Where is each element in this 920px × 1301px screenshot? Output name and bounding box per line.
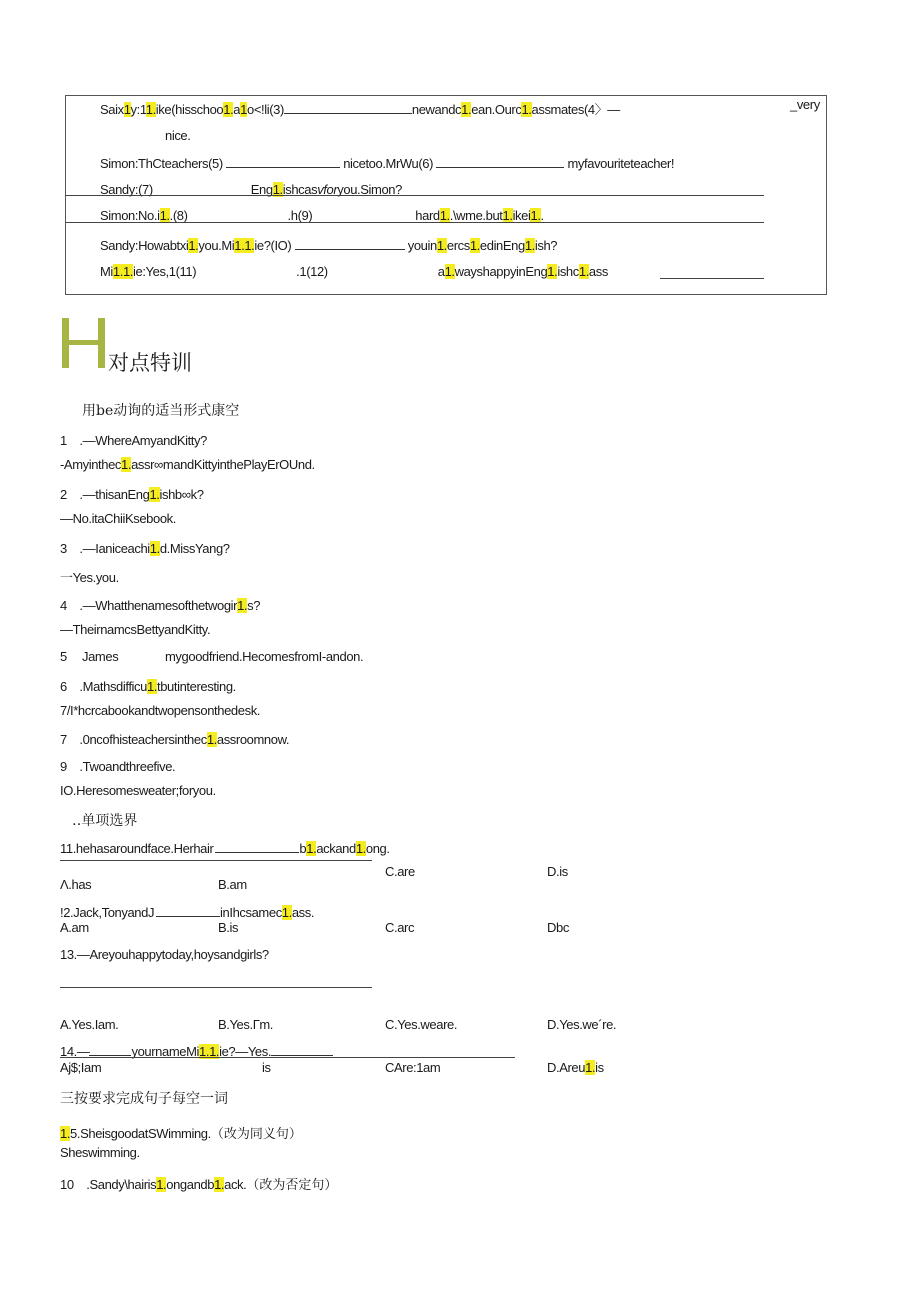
- answer-15: Sheswimming.: [60, 1145, 140, 1160]
- option-12d[interactable]: Dbc: [547, 920, 569, 935]
- answer-line-13[interactable]: [60, 987, 372, 988]
- option-14a[interactable]: Aj$;Iam: [60, 1060, 102, 1075]
- question-9: 9 .Twoandthreefive.: [60, 759, 176, 774]
- dialog-line-2: nice.: [165, 128, 191, 143]
- question-3: 3 .—Ianiceachi1.d.MissYang?: [60, 541, 230, 556]
- option-11c[interactable]: C.are: [385, 864, 415, 879]
- option-14b[interactable]: is: [262, 1060, 271, 1075]
- divider: [660, 278, 764, 279]
- option-11a[interactable]: Λ.has: [60, 877, 92, 892]
- option-14d[interactable]: D.Areu1.is: [547, 1060, 604, 1075]
- blank-6[interactable]: [436, 155, 564, 168]
- blank-14a[interactable]: [89, 1043, 131, 1056]
- option-11b[interactable]: B.am: [218, 877, 247, 892]
- question-5-b: mygoodfriend.HecomesfromI-andon.: [165, 649, 364, 664]
- dialog-line-4: Sandy:(7) Eng1.ishcasvforyou.Simon?: [100, 182, 402, 197]
- option-11d[interactable]: D.is: [547, 864, 568, 879]
- option-12c[interactable]: C.arc: [385, 920, 415, 935]
- answer-2: —No.itaChiiKsebook.: [60, 511, 176, 526]
- section-title: 对点特训: [108, 351, 192, 375]
- option-13d[interactable]: D.Yes.we´re.: [547, 1017, 617, 1032]
- answer-4: —TheirnamcsBettyandKitty.: [60, 622, 211, 637]
- divider: [60, 1057, 515, 1058]
- question-1: 1 .—WhereAmyandKitty?: [60, 433, 207, 448]
- question-16: 10 .Sandy\hairis1.ongandb1.ack.（改为否定句）: [60, 1177, 338, 1193]
- question-6: 6 .Mathsdifficu1.tbutinteresting.: [60, 679, 236, 694]
- question-5-num: 5: [60, 649, 67, 664]
- blank-11[interactable]: [215, 840, 299, 853]
- question-2: 2 .—thisanEng1.ishb∞k?: [60, 487, 204, 502]
- part1-instruction: 用be动询的适当形式康空: [82, 403, 240, 419]
- question-11: 11.hehasaroundface.Herhair b1.ackand1.ong.: [60, 841, 390, 856]
- question-7b: 7 .0ncofhisteachersinthec1.assroomnow.: [60, 732, 290, 747]
- question-15: 1.5.SheisgoodatSWimming.（改为同义句）: [60, 1126, 302, 1142]
- question-7a: 7/I*hcrcabookandtwopensonthedesk.: [60, 703, 261, 718]
- part2-heading: ․․单项选界: [72, 813, 138, 829]
- option-13b[interactable]: B.Yes.Гm.: [218, 1017, 273, 1032]
- divider: [60, 860, 372, 861]
- dialog-line-6: Sandy:Howabtxi1.you.Mi1.1.ie?(IO) youin1.ercs1.edinEng1.ish?: [100, 238, 558, 253]
- option-13a[interactable]: A.Yes.Iam.: [60, 1017, 119, 1032]
- blank-12[interactable]: [156, 904, 220, 917]
- dialog-line-1-tail: _very: [790, 97, 820, 112]
- dialog-line-7: Mi1.1.ie:Yes,1(11) .1(12) a1.wayshappyinEng1.ishc1.ass: [100, 264, 608, 279]
- section-letter-icon: [62, 318, 106, 368]
- blank-3[interactable]: [284, 101, 412, 114]
- answer-1: -Amyinthec1.assr∞mandKittyinthePlayErOUnd.: [60, 457, 315, 472]
- dialog-line-3: Simon:ThCteachers(5) nicetoo.MrWu(6) myfavouriteteacher!: [100, 156, 675, 171]
- dialog-line-5: Simon:No.i1..(8) .h(9) hard1..\wme.but1.ikei1..: [100, 208, 544, 223]
- question-10: IO.Heresomesweater;foryou.: [60, 783, 216, 798]
- answer-3: 一Yes.you.: [60, 570, 119, 585]
- blank-14b[interactable]: [271, 1043, 333, 1056]
- option-13c[interactable]: C.Yes.weare.: [385, 1017, 458, 1032]
- divider: [66, 195, 764, 196]
- question-14: 14.— yournameMi1.1.ie?—Yes.: [60, 1043, 333, 1059]
- divider: [66, 222, 764, 223]
- option-12b[interactable]: B.is: [218, 920, 239, 935]
- blank-10[interactable]: [295, 237, 405, 250]
- option-14c[interactable]: CAre:1am: [385, 1060, 441, 1075]
- part3-heading: 三按要求完成句子每空一词: [60, 1091, 228, 1107]
- blank-5[interactable]: [226, 155, 340, 168]
- option-12a[interactable]: A.am: [60, 920, 89, 935]
- question-4: 4 .—Whatthenamesofthetwogir1.s?: [60, 598, 261, 613]
- question-13: 13.—Areyouhappytoday,hoysandgirls?: [60, 947, 269, 962]
- dialog-line-1: Saix1y:11.ike(hisschoo1.a1o<!li(3) newandc1.ean.Ourc1.assmates(4〉—: [100, 102, 620, 117]
- question-12: !2.Jack,TonyandJ inIhcsamec1.ass.: [60, 905, 315, 920]
- question-5-a: James: [82, 649, 119, 664]
